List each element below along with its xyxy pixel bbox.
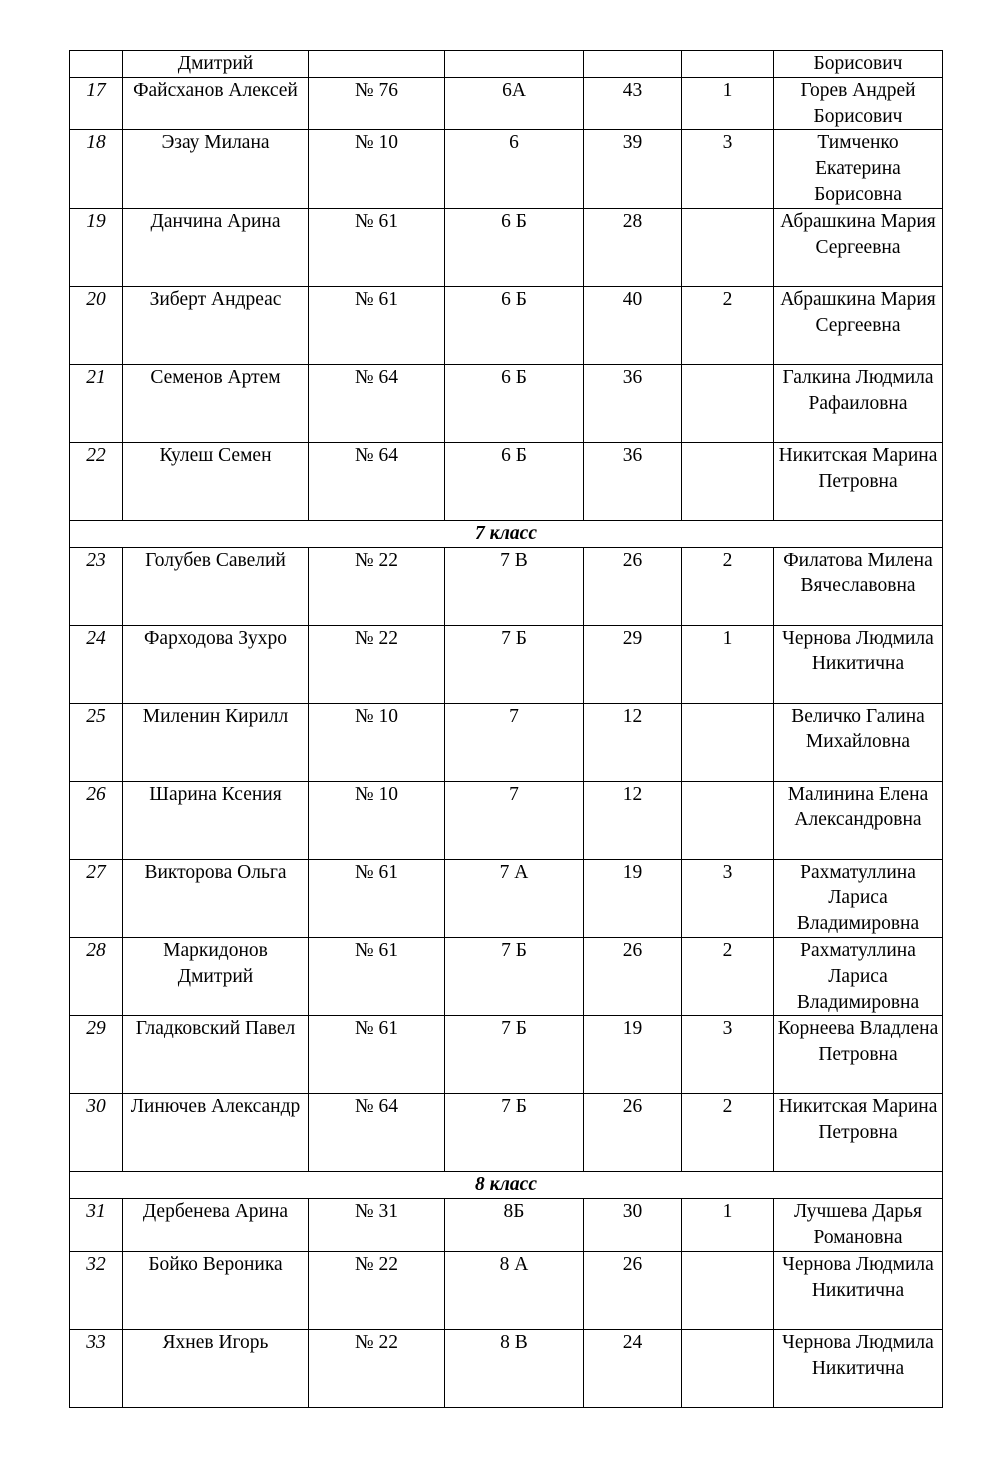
cell-teacher: Тимченко Екатерина Борисовна (774, 130, 943, 208)
cell-num: 29 (70, 1016, 123, 1094)
cell-place: 3 (682, 1016, 774, 1094)
cell-teacher: Корнеева Владлена Петровна (774, 1016, 943, 1094)
table-row (70, 1251, 943, 1329)
cell-place: 2 (682, 937, 774, 1015)
cell-teacher: Абрашкина Мария Сергеевна (774, 286, 943, 364)
cell-score: 40 (584, 286, 682, 364)
cell-score: 36 (584, 442, 682, 520)
table-row (70, 859, 943, 937)
cell-teacher: Филатова Милена Вячеславовна (774, 547, 943, 625)
cell-grade: 7 (445, 781, 584, 859)
cell-score: 19 (584, 1016, 682, 1094)
table-row (70, 1016, 943, 1094)
cell-place (682, 442, 774, 520)
table-row (70, 130, 943, 208)
cell-num: 19 (70, 208, 123, 286)
cell-num: 31 (70, 1199, 123, 1252)
cell-place: 2 (682, 1094, 774, 1172)
cell-school: № 22 (309, 547, 445, 625)
cell-school: № 61 (309, 859, 445, 937)
cell-school: № 22 (309, 1329, 445, 1407)
cell-name: Данчина Арина (123, 208, 309, 286)
cell-school: № 61 (309, 286, 445, 364)
table-row (70, 625, 943, 703)
section-row-7 (70, 520, 943, 547)
cell-num: 28 (70, 937, 123, 1015)
cell-teacher: Рахматуллина Лариса Владимировна (774, 937, 943, 1015)
cell-name: Маркидонов Дмитрий (123, 937, 309, 1015)
cell-score: 28 (584, 208, 682, 286)
cell-place (682, 1251, 774, 1329)
section-heading: 8 класс (70, 1172, 943, 1199)
cell-teacher: Малинина Елена Александровна (774, 781, 943, 859)
cell-grade: 6 Б (445, 208, 584, 286)
cell-grade: 8 В (445, 1329, 584, 1407)
cell-place: 3 (682, 130, 774, 208)
cell-score: 39 (584, 130, 682, 208)
cell-num: 27 (70, 859, 123, 937)
cell-num: 21 (70, 364, 123, 442)
cell-score: 36 (584, 364, 682, 442)
cell-name: Яхнев Игорь (123, 1329, 309, 1407)
cell-name: Бойко Вероника (123, 1251, 309, 1329)
cell-num: 30 (70, 1094, 123, 1172)
cell-grade: 6 Б (445, 442, 584, 520)
cell-school: № 61 (309, 1016, 445, 1094)
cell-school: № 64 (309, 442, 445, 520)
cell-teacher: Лучшева Дарья Романовна (774, 1199, 943, 1252)
cell-num (70, 51, 123, 78)
cell-place: 2 (682, 286, 774, 364)
cell-teacher: Никитская Марина Петровна (774, 442, 943, 520)
cell-school: № 22 (309, 625, 445, 703)
cell-name: Семенов Артем (123, 364, 309, 442)
results-table (69, 50, 943, 1408)
cell-place (682, 1329, 774, 1407)
cell-name: Дербенева Арина (123, 1199, 309, 1252)
cell-score: 43 (584, 77, 682, 130)
cell-score: 30 (584, 1199, 682, 1252)
cell-num: 23 (70, 547, 123, 625)
cell-school (309, 51, 445, 78)
cell-place: 2 (682, 547, 774, 625)
cell-teacher: Чернова Людмила Никитична (774, 1251, 943, 1329)
cell-grade: 7 Б (445, 937, 584, 1015)
cell-num: 26 (70, 781, 123, 859)
cell-grade: 7 Б (445, 625, 584, 703)
cell-name: Зиберт Андреас (123, 286, 309, 364)
cell-score: 12 (584, 781, 682, 859)
cell-school: № 22 (309, 1251, 445, 1329)
table-row (70, 208, 943, 286)
cell-grade: 7 Б (445, 1094, 584, 1172)
table-row (70, 51, 943, 78)
table-row (70, 1199, 943, 1252)
cell-num: 33 (70, 1329, 123, 1407)
cell-grade: 6 (445, 130, 584, 208)
cell-grade: 7 А (445, 859, 584, 937)
cell-score: 19 (584, 859, 682, 937)
table-row (70, 1094, 943, 1172)
cell-grade: 7 В (445, 547, 584, 625)
cell-place (682, 208, 774, 286)
cell-score: 12 (584, 703, 682, 781)
cell-name: Файсханов Алексей (123, 77, 309, 130)
table-row (70, 364, 943, 442)
cell-num: 17 (70, 77, 123, 130)
cell-place (682, 51, 774, 78)
cell-num: 18 (70, 130, 123, 208)
table-row (70, 781, 943, 859)
cell-num: 22 (70, 442, 123, 520)
cell-name: Фарходова Зухро (123, 625, 309, 703)
cell-grade (445, 51, 584, 78)
table-row (70, 937, 943, 1015)
table-row (70, 1329, 943, 1407)
cell-teacher: Абрашкина Мария Сергеевна (774, 208, 943, 286)
cell-score: 26 (584, 937, 682, 1015)
cell-teacher: Горев Андрей Борисович (774, 77, 943, 130)
cell-grade: 6 Б (445, 286, 584, 364)
cell-grade: 7 (445, 703, 584, 781)
cell-school: № 10 (309, 781, 445, 859)
cell-school: № 10 (309, 703, 445, 781)
cell-school: № 64 (309, 1094, 445, 1172)
table-row (70, 442, 943, 520)
table-row (70, 77, 943, 130)
cell-place (682, 781, 774, 859)
cell-school: № 31 (309, 1199, 445, 1252)
cell-teacher: Чернова Людмила Никитична (774, 1329, 943, 1407)
cell-grade: 7 Б (445, 1016, 584, 1094)
cell-name: Шарина Ксения (123, 781, 309, 859)
cell-teacher: Величко Галина Михайловна (774, 703, 943, 781)
cell-name: Эзау Милана (123, 130, 309, 208)
section-row-8 (70, 1172, 943, 1199)
cell-num: 32 (70, 1251, 123, 1329)
table-row (70, 703, 943, 781)
cell-teacher: Чернова Людмила Никитична (774, 625, 943, 703)
cell-name: Кулеш Семен (123, 442, 309, 520)
cell-score: 29 (584, 625, 682, 703)
cell-score: 24 (584, 1329, 682, 1407)
cell-score: 26 (584, 1251, 682, 1329)
cell-school: № 64 (309, 364, 445, 442)
cell-school: № 61 (309, 937, 445, 1015)
cell-place (682, 364, 774, 442)
cell-place: 3 (682, 859, 774, 937)
cell-school: № 10 (309, 130, 445, 208)
cell-place: 1 (682, 1199, 774, 1252)
cell-name: Линючев Александр (123, 1094, 309, 1172)
cell-place (682, 703, 774, 781)
cell-num: 20 (70, 286, 123, 364)
cell-name: Миленин Кирилл (123, 703, 309, 781)
cell-grade: 8Б (445, 1199, 584, 1252)
cell-name: Голубев Савелий (123, 547, 309, 625)
cell-score (584, 51, 682, 78)
cell-grade: 6А (445, 77, 584, 130)
section-heading: 7 класс (70, 520, 943, 547)
cell-teacher: Никитская Марина Петровна (774, 1094, 943, 1172)
cell-teacher: Рахматуллина Лариса Владимировна (774, 859, 943, 937)
cell-school: № 76 (309, 77, 445, 130)
cell-place: 1 (682, 77, 774, 130)
cell-score: 26 (584, 547, 682, 625)
cell-place: 1 (682, 625, 774, 703)
cell-grade: 8 А (445, 1251, 584, 1329)
cell-score: 26 (584, 1094, 682, 1172)
cell-name: Гладковский Павел (123, 1016, 309, 1094)
cell-teacher: Борисович (774, 51, 943, 78)
cell-name: Дмитрий (123, 51, 309, 78)
cell-teacher: Галкина Людмила Рафаиловна (774, 364, 943, 442)
table-row (70, 547, 943, 625)
cell-grade: 6 Б (445, 364, 584, 442)
cell-num: 24 (70, 625, 123, 703)
cell-school: № 61 (309, 208, 445, 286)
cell-name: Викторова Ольга (123, 859, 309, 937)
cell-num: 25 (70, 703, 123, 781)
table-row (70, 286, 943, 364)
